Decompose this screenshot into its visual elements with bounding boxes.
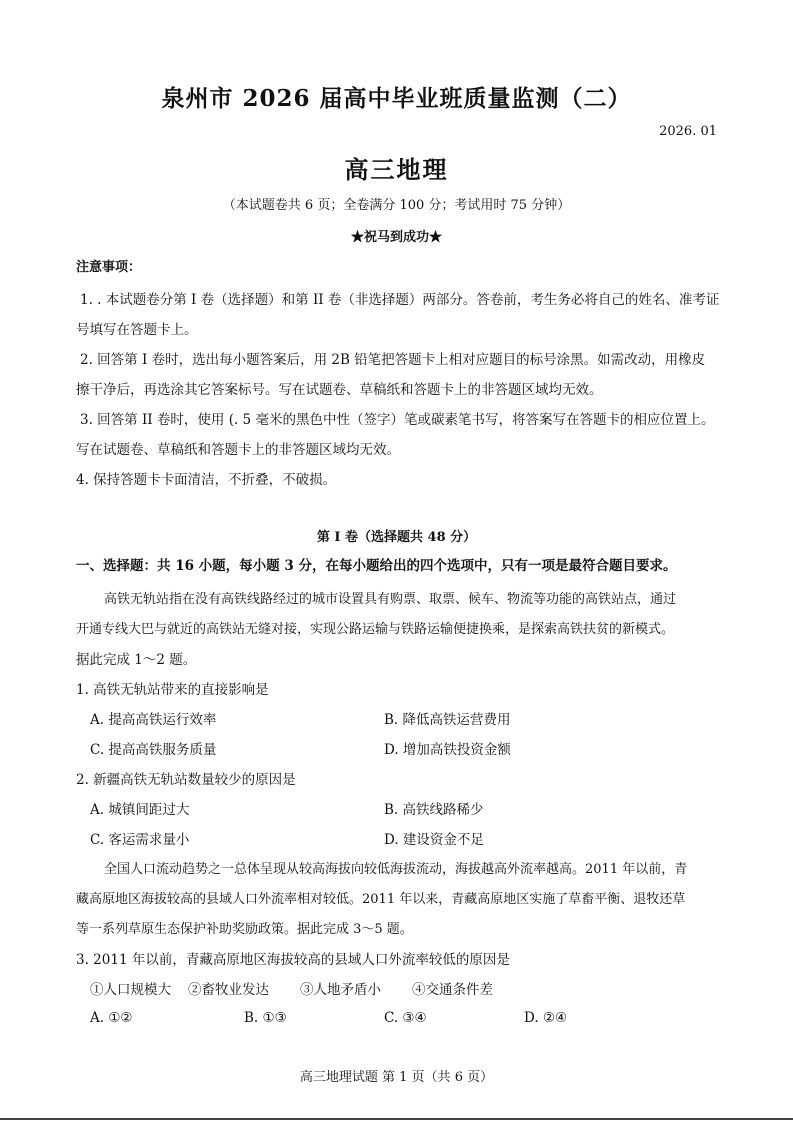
notes-line: 4. 保持答题卡卡面清洁，不折叠，不破损。 [76, 472, 337, 488]
exam-date: 2026. 01 [659, 124, 717, 139]
question-stem: 1. 高铁无轨站带来的直接影响是 [76, 682, 269, 698]
option-d: D. 建设资金不足 [384, 832, 484, 848]
passage-line: 藏高原地区海拔较高的县域人口外流率相对较低。2011 年以来，青藏高原地区实施了草畜平衡、退牧还草 [76, 892, 686, 907]
subject-title: 高三地理 [344, 155, 449, 184]
option-b: B. ①③ [244, 1010, 287, 1026]
passage-line: 高铁无轨站指在没有高铁线路经过的城市设置具有购票、取票、候车、物流等功能的高铁站点，通过 [104, 592, 677, 607]
notes-line: 2. 回答第 I 卷时，选出每小题答案后，用 2B 铅笔把答题卡上相对应题目的标号涂黑。如需改动，用橡皮 [80, 352, 706, 368]
notes-line: 1. . 本试题卷分第 I 卷（选择题）和第 II 卷（非选择题）两部分。答卷前，考生务必将自己的姓名、准考证 [80, 292, 720, 308]
notes-line: 3. 回答第 II 卷时，使用 (. 5 毫米的黑色中性（签字）笔或碳素笔书写，将答案写在答题卡的相应位置上。 [80, 412, 715, 428]
question-stem: 3. 2011 年以前，青藏高原地区海拔较高的县域人口外流率较低的原因是 [76, 952, 510, 968]
exam-title: 泉州市 2026 届高中毕业班质量监测（二） [161, 85, 632, 112]
option-a: A. 提高高铁运行效率 [90, 712, 217, 728]
statement-item: ②畜牧业发达 [188, 982, 269, 998]
option-d: D. ②④ [524, 1010, 568, 1026]
notes-line: 写在试题卷、草稿纸和答题卡上的非答题区域均无效。 [76, 442, 400, 458]
blessing-line: ★祝马到成功★ [350, 230, 442, 245]
part-title: 一、选择题：共 16 小题，每小题 3 分，在每小题给出的四个选项中，只有一项是最符合题目要求。 [76, 558, 677, 574]
option-a: A. ①② [90, 1010, 133, 1026]
statement-item: ③人地矛盾小 [300, 982, 381, 998]
question-stem: 2. 新疆高铁无轨站数量较少的原因是 [76, 772, 296, 788]
option-a: A. 城镇间距过大 [90, 802, 190, 818]
option-d: D. 增加高铁投资金额 [384, 742, 511, 758]
option-c: C. 客运需求量小 [90, 832, 190, 848]
exam-info: （本试题卷共 6 页；全卷满分 100 分；考试用时 75 分钟） [222, 198, 571, 213]
notes-line: 擦干净后，再选涂其它答案标号。写在试题卷、草稿纸和答题卡上的非答题区域均无效。 [76, 382, 603, 398]
passage-line: 全国人口流动趋势之一总体呈现从较高海拔向较低海拔流动，海拔越高外流率越高。2011 年以前，青 [104, 862, 688, 877]
option-b: B. 降低高铁运营费用 [384, 712, 511, 728]
statement-item: ④交通条件差 [412, 982, 493, 998]
notes-title: 注意事项： [76, 260, 142, 275]
option-c: C. 提高高铁服务质量 [90, 742, 217, 758]
notes-line: 号填写在答题卡上。 [76, 322, 198, 338]
passage-line: 据此完成 1～2 题。 [76, 652, 197, 668]
option-b: B. 高铁线路稀少 [384, 802, 484, 818]
statement-item: ①人口规模大 [90, 982, 171, 998]
section-title: 第 I 卷（选择题共 48 分） [316, 530, 477, 545]
bottom-divider [0, 1118, 793, 1120]
passage-line: 等一系列草原生态保护补助奖励政策。据此完成 3～5 题。 [76, 922, 413, 937]
passage-line: 开通专线大巴与就近的高铁站无缝对接，实现公路运输与铁路运输便捷换乘，是探索高铁扶贫的新模式。 [76, 622, 675, 637]
option-c: C. ③④ [384, 1010, 427, 1026]
page-footer: 高三地理试题 第 1 页（共 6 页） [299, 1070, 494, 1085]
